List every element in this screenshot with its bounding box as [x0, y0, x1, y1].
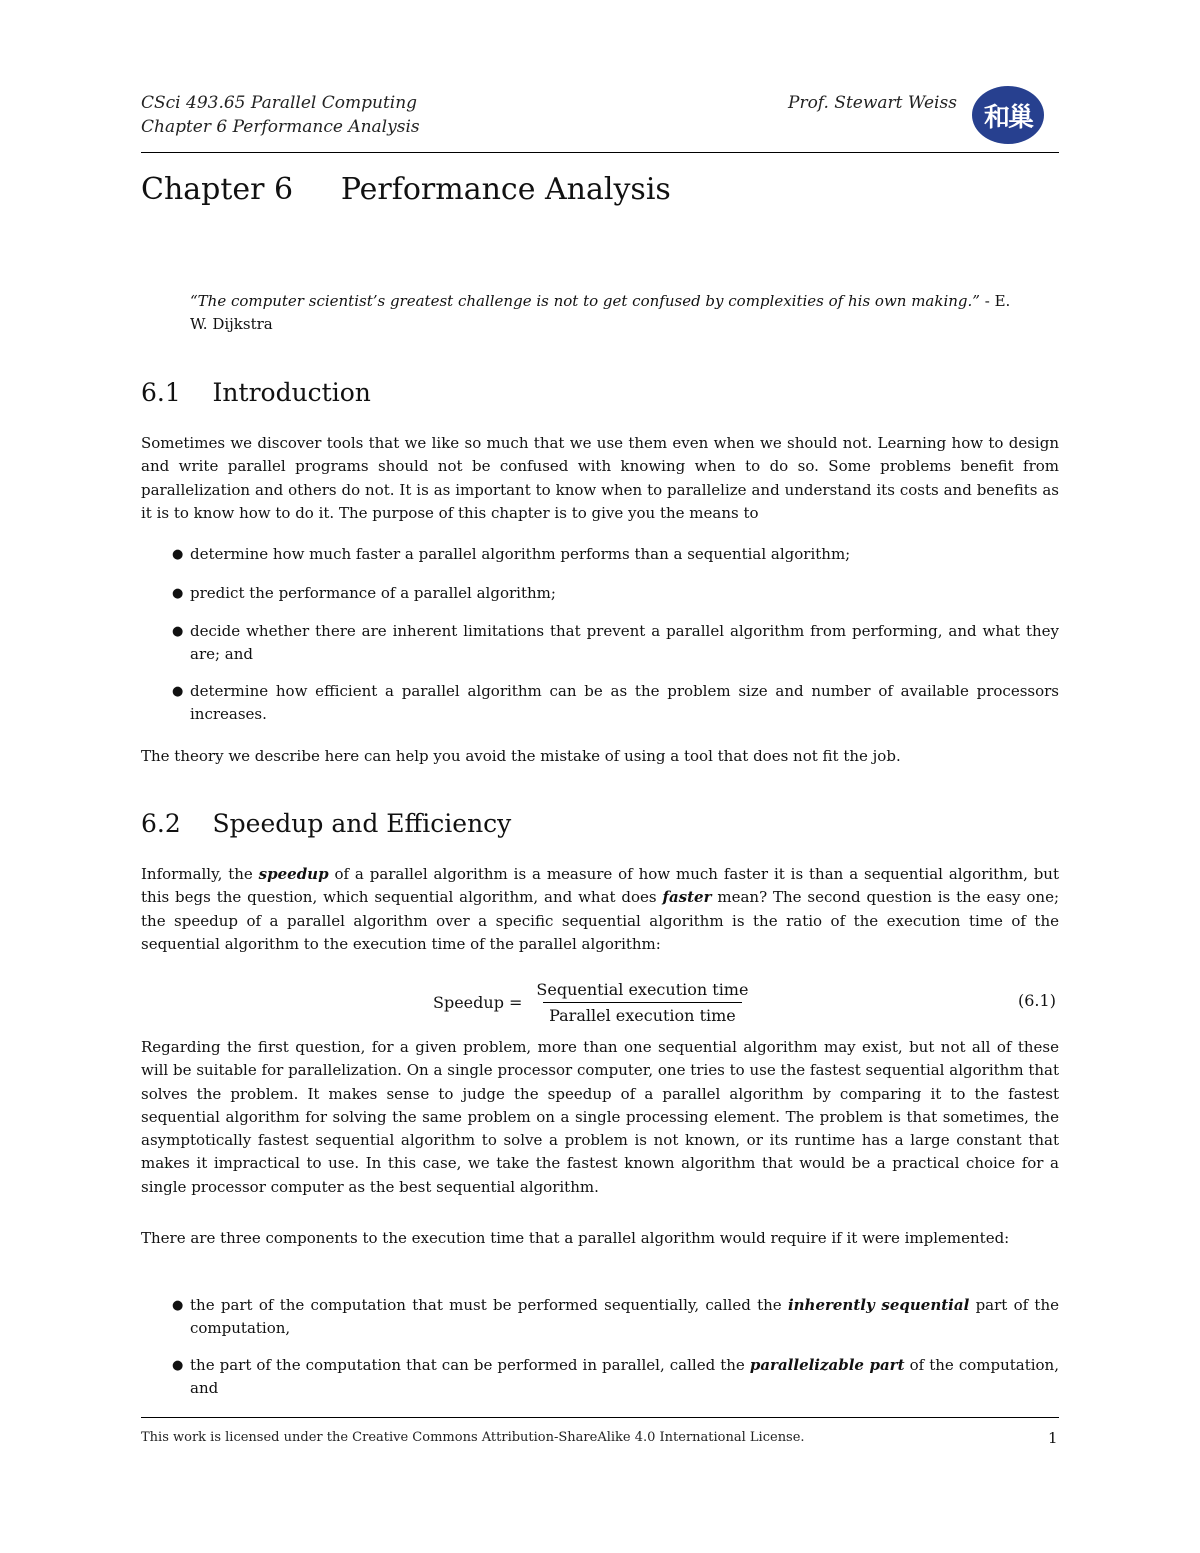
- list-item: ● the part of the computation that can be performed in parallel, called the parallelizable part of the computation, and: [172, 1356, 1059, 1398]
- epigraph-attribution: - E. W. Dijkstra: [190, 292, 1011, 333]
- list-item: ● determine how efficient a parallel algorithm can be as the problem size and number of available processors increases.: [172, 682, 1059, 724]
- term-faster: faster: [662, 888, 712, 907]
- bullet-icon: ●: [172, 1358, 184, 1373]
- running-header-left: [141, 91, 420, 139]
- license-text: This work is licensed under the Creative Commons Attribution-ShareAlike 4.0 International License.: [141, 1430, 805, 1445]
- bullet-icon: ●: [172, 624, 184, 639]
- components-paragraph: There are three components to the execution time that a parallel algorithm would require if it were implemented:: [141, 1229, 1010, 1247]
- list-item: ● determine how much faster a parallel algorithm performs than a sequential algorithm;: [190, 543, 1059, 566]
- bullet-icon: ●: [172, 1298, 184, 1313]
- list-item: ● predict the performance of a parallel algorithm;: [190, 582, 1059, 605]
- equation-lhs: Speedup =: [433, 993, 523, 1012]
- epigraph: [190, 290, 1020, 336]
- bullet-icon: ●: [172, 586, 184, 601]
- hunter-logo-icon: 和巢: [972, 86, 1044, 144]
- page-number: 1: [1048, 1429, 1058, 1447]
- chapter-title: Chapter 6 Performance Analysis: [141, 172, 671, 207]
- equation-number: (6.1): [1018, 991, 1056, 1010]
- equation-numerator: Sequential execution time: [536, 980, 749, 999]
- equation-denominator: Parallel execution time: [543, 1002, 742, 1025]
- speedup-paragraph: Informally, the speedup of a parallel algorithm is a measure of how much faster it is than a sequential algorithm, but this begs the question, which sequential algorithm, and what does faster mean? The second question is the easy one; the speedup of a parallel algorithm over a specific sequential algorithm is the ratio of the execution time of the sequential algorithm to the execution time of the parallel algorithm:: [141, 865, 1060, 953]
- section-heading-introduction: 6.1 Introduction: [141, 378, 371, 407]
- intro-closing: The theory we describe here can help you avoid the mistake of using a tool that does not fit the job.: [141, 747, 901, 765]
- epigraph-text: “The computer scientist’s greatest challenge is not to get confused by complexities of his own making.”: [190, 292, 980, 310]
- bullet-icon: ●: [172, 684, 184, 699]
- term-speedup: speedup: [258, 865, 329, 883]
- list-item: ● decide whether there are inherent limitations that prevent a parallel algorithm from performing, and what they are; and: [172, 622, 1059, 664]
- section-heading-speedup: 6.2 Speedup and Efficiency: [141, 809, 512, 838]
- list-item: ● the part of the computation that must be performed sequentially, called the inherently sequential part of the computation,: [172, 1296, 1059, 1338]
- footer-rule: [141, 1417, 1059, 1418]
- chapter-subtitle: Chapter 6 Performance Analysis: [141, 117, 420, 137]
- equation-fraction: [530, 980, 754, 1025]
- course-title: CSci 493.65 Parallel Computing: [141, 93, 418, 113]
- regarding-paragraph: Regarding the first question, for a given problem, more than one sequential algorithm may exist, but not all of these will be suitable for parallelization. On a single processor computer, one tries to use the fastest sequential algorithm that solves the problem. It makes sense to judge the speedup of a parallel algorithm by comparing it to the fastest sequential algorithm for solving the same problem on a single processing element. The problem is that sometimes, the asymptotically fastest sequential algorithm to solve a problem is not known, or its runtime has a large constant that makes it impractical to use. In this case, we take the fastest known algorithm that would be a practical choice for a single processor computer as the best sequential algorithm.: [141, 1038, 1059, 1196]
- header-rule: [141, 152, 1059, 153]
- bullet-icon: ●: [172, 547, 184, 562]
- intro-paragraph: Sometimes we discover tools that we like so much that we use them even when we should not. Learning how to design and write parallel programs should not be confused with knowing when to do so. Some problems benefit from parallelization and others do not. It is as important to know when to parallelize and understand its costs and benefits as it is to know how to do it. The purpose of this chapter is to give you the means to: [141, 434, 1059, 522]
- author-name: Prof. Stewart Weiss: [788, 93, 957, 113]
- speedup-equation: [433, 980, 754, 1025]
